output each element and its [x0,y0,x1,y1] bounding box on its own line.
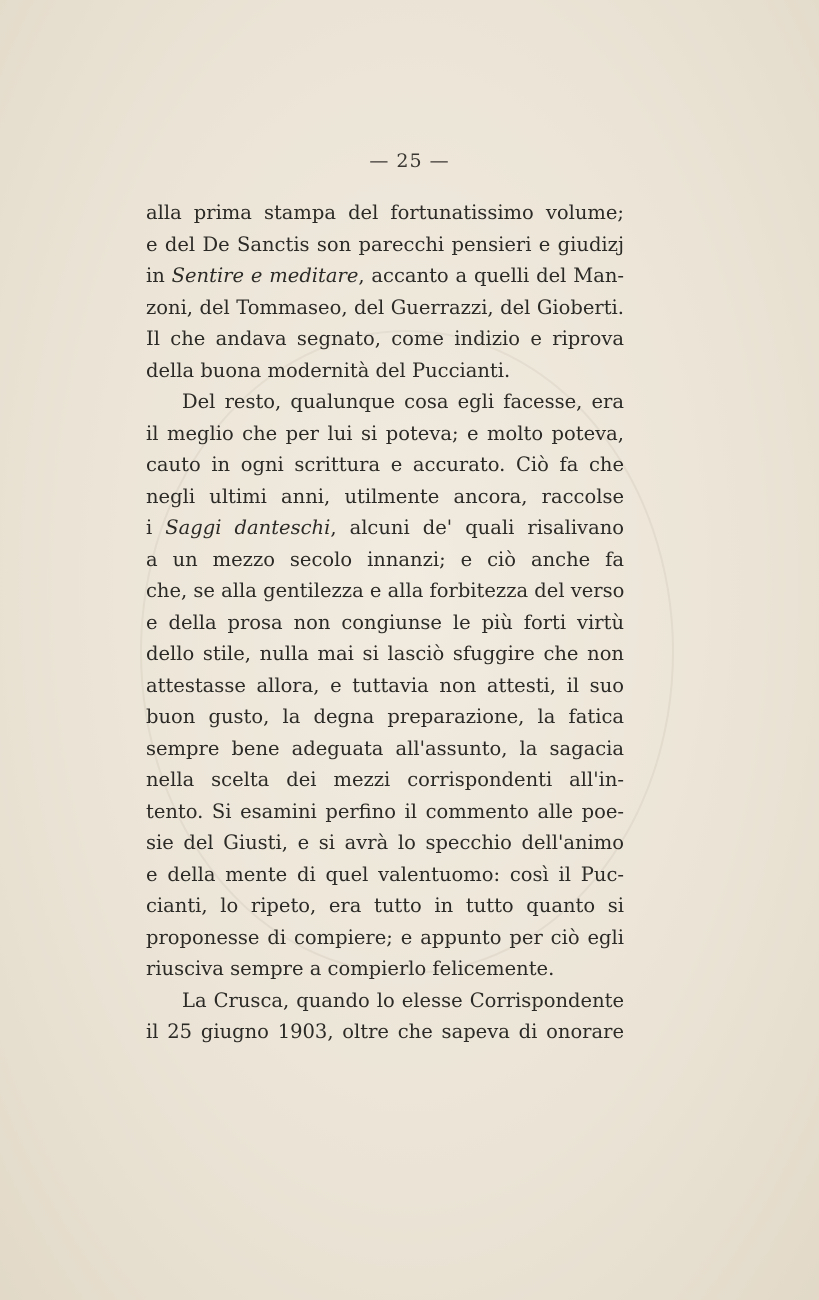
italic-title: Sentire e meditare [171,264,359,287]
text-line: il 25 giugno 1903, oltre che sapeva di onorare [146,1020,624,1043]
paragraph-start-line: Del resto, qualunque cosa egli facesse, era [182,390,624,413]
paragraph-start-line: La Crusca, quando lo elesse Corrispondente [182,988,624,1012]
text-line: zoni, del Tommaseo, del Guerrazzi, del Gioberti. [146,295,624,319]
text-line: negli ultimi anni, utilmente ancora, raccolse [146,484,624,508]
text-line: sie del Giusti, e si avrà lo specchio dell'animo [146,831,624,854]
line-prefix: i [146,516,166,539]
text-line: Il che andava segnato, come indizio e riprova [146,327,624,350]
text-line: buon gusto, la degna preparazione, la fatica [146,705,624,728]
line-prefix: in [146,264,172,287]
text-line: alla prima stampa del fortunatissimo volume; [146,201,624,224]
text-line: attestasse allora, e tuttavia non attesti, il suo [146,673,624,697]
line-suffix: , accanto a quelli del Man- [358,264,624,287]
text-line: della buona modernità del Puccianti. [146,358,511,382]
text-line: dello stile, nulla mai si lasciò sfuggire che non [146,642,624,665]
text-line: e della prosa non congiunse le più forti virtù [146,610,624,634]
text-line: che, se alla gentilezza e alla forbitezza del verso [146,579,625,602]
text-line [146,260,624,292]
text-line: cauto in ogni scrittura e accurato. Ciò fa che [146,453,624,476]
text-line: riusciva sempre a compierlo felicemente. [146,957,555,980]
text-line: tento. Si esamini perfino il commento alle poe- [146,799,624,823]
text-line: e della mente di quel valentuomo: così il Puc- [146,862,624,886]
line-suffix: , alcuni de' quali risalivano [330,516,624,539]
text-line: sempre bene adeguata all'assunto, la sagacia [146,736,624,760]
text-line: il meglio che per lui si poteva; e molto poteva, [146,421,624,445]
body-text [146,197,624,1048]
text-line: a un mezzo secolo innanzi; e ciò anche fa [146,547,624,571]
text-line [146,512,624,544]
text-line: cianti, lo ripeto, era tutto in tutto quanto si [146,894,624,917]
text-line: e del De Sanctis son parecchi pensieri e giudizj [146,232,624,256]
italic-title: Saggi danteschi [165,516,331,539]
page-number: — 25 — [369,150,450,172]
text-line: nella scelta dei mezzi corrispondenti all'in- [146,768,624,791]
text-line: proponesse di compiere; e appunto per ciò egli [146,925,624,949]
